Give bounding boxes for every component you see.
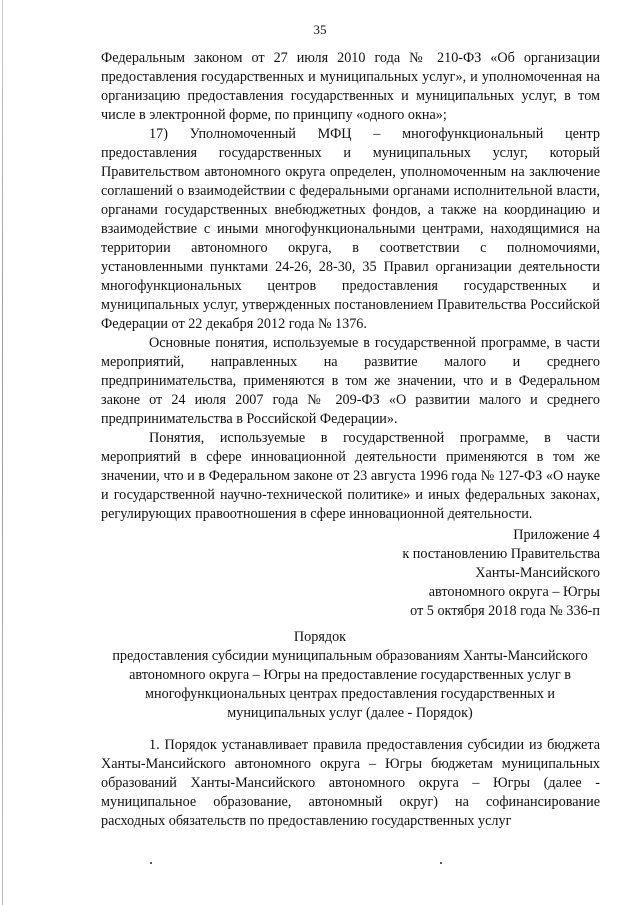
paragraph-continuation: Федеральным законом от 27 июля 2010 года № 210-ФЗ «Об организации предоставления государственных и муниципальных услуг», и уполномоченная на организацию предоставления государственных и муниципальных услуг, в том числе в электронной форме, по принципу «одного окна»; — [101, 50, 600, 123]
scan-speck — [150, 862, 152, 864]
annex-title: Приложение 4 — [513, 527, 600, 543]
section-1-paragraph: 1. Порядок устанавливает правила предоставления субсидии из бюджета Ханты-Мансийского автономного округа – Югры бюджетам муниципальных образований Ханты-Мансийского автономного округа – Югры (далее - муниципальное образование, автономный округ) на софинансирование расходных обязательств по предоставлению государственных услуг — [101, 737, 600, 829]
annex-resolution: к постановлению Правительства — [402, 546, 600, 562]
paragraph-item-17: 17) Уполномоченный МФЦ – многофункциональный центр предоставления государственных и муниципальных услуг, который Правительством автономного округа определен, уполномоченным на заключение соглашений о взаимодействии с федеральными органами исполнительной власти, органами государственных внебюджетных фондов, а также на координацию и взаимодействие с иными многофункциональными центрами, находящимися на территории автономного округа, в соответствии с полномочиями, установленными пунктами 24-26, 28-30, 35 Правил организации деятельности многофункциональных центров предоставления государственных и муниципальных услуг, утвержденных постановлением Правительства Российской Федерации от 22 декабря 2012 года № 1376. — [101, 126, 600, 332]
page-number: 35 — [313, 22, 327, 37]
order-title: Порядок — [293, 629, 347, 645]
annex-region: Ханты-Мансийского — [475, 565, 600, 581]
annex-okrug: автономного округа – Югры — [428, 584, 600, 600]
scan-speck — [440, 862, 442, 864]
annex-date: от 5 октября 2018 года № 336-п — [410, 603, 600, 619]
annex-header — [300, 526, 600, 621]
scan-edge — [2, 0, 3, 905]
paragraph-innovation-concepts: Понятия, используемые в государственной программе, в части мероприятий в сфере инновационной деятельности применяются в том же значении, что и в Федеральном законе от 23 августа 1996 года № 127-ФЗ «О науке и государственной научно-технической политике» и иных федеральных законах, регулирующих правоотношения в сфере инновационной деятельности. — [101, 430, 600, 522]
section-text — [101, 736, 600, 831]
paragraph-sme-concepts: Основные понятия, используемые в государственной программе, в части мероприятий, направленных на развитие малого и среднего предпринимательства, применяются в том же значении, что и в Федеральном законе от 24 июля 2007 года № 209-ФЗ «О развитии малого и среднего предпринимательства в Российской Федерации». — [101, 335, 600, 427]
body-text — [101, 49, 600, 524]
order-subtitle: предоставления субсидии муниципальным образованиям Ханты-Мансийского автономного округа – Югры на предоставление государственных услуг в многофункциональных центрах предоставления государственных и муниципальных услуг (далее - Порядок) — [112, 648, 588, 721]
